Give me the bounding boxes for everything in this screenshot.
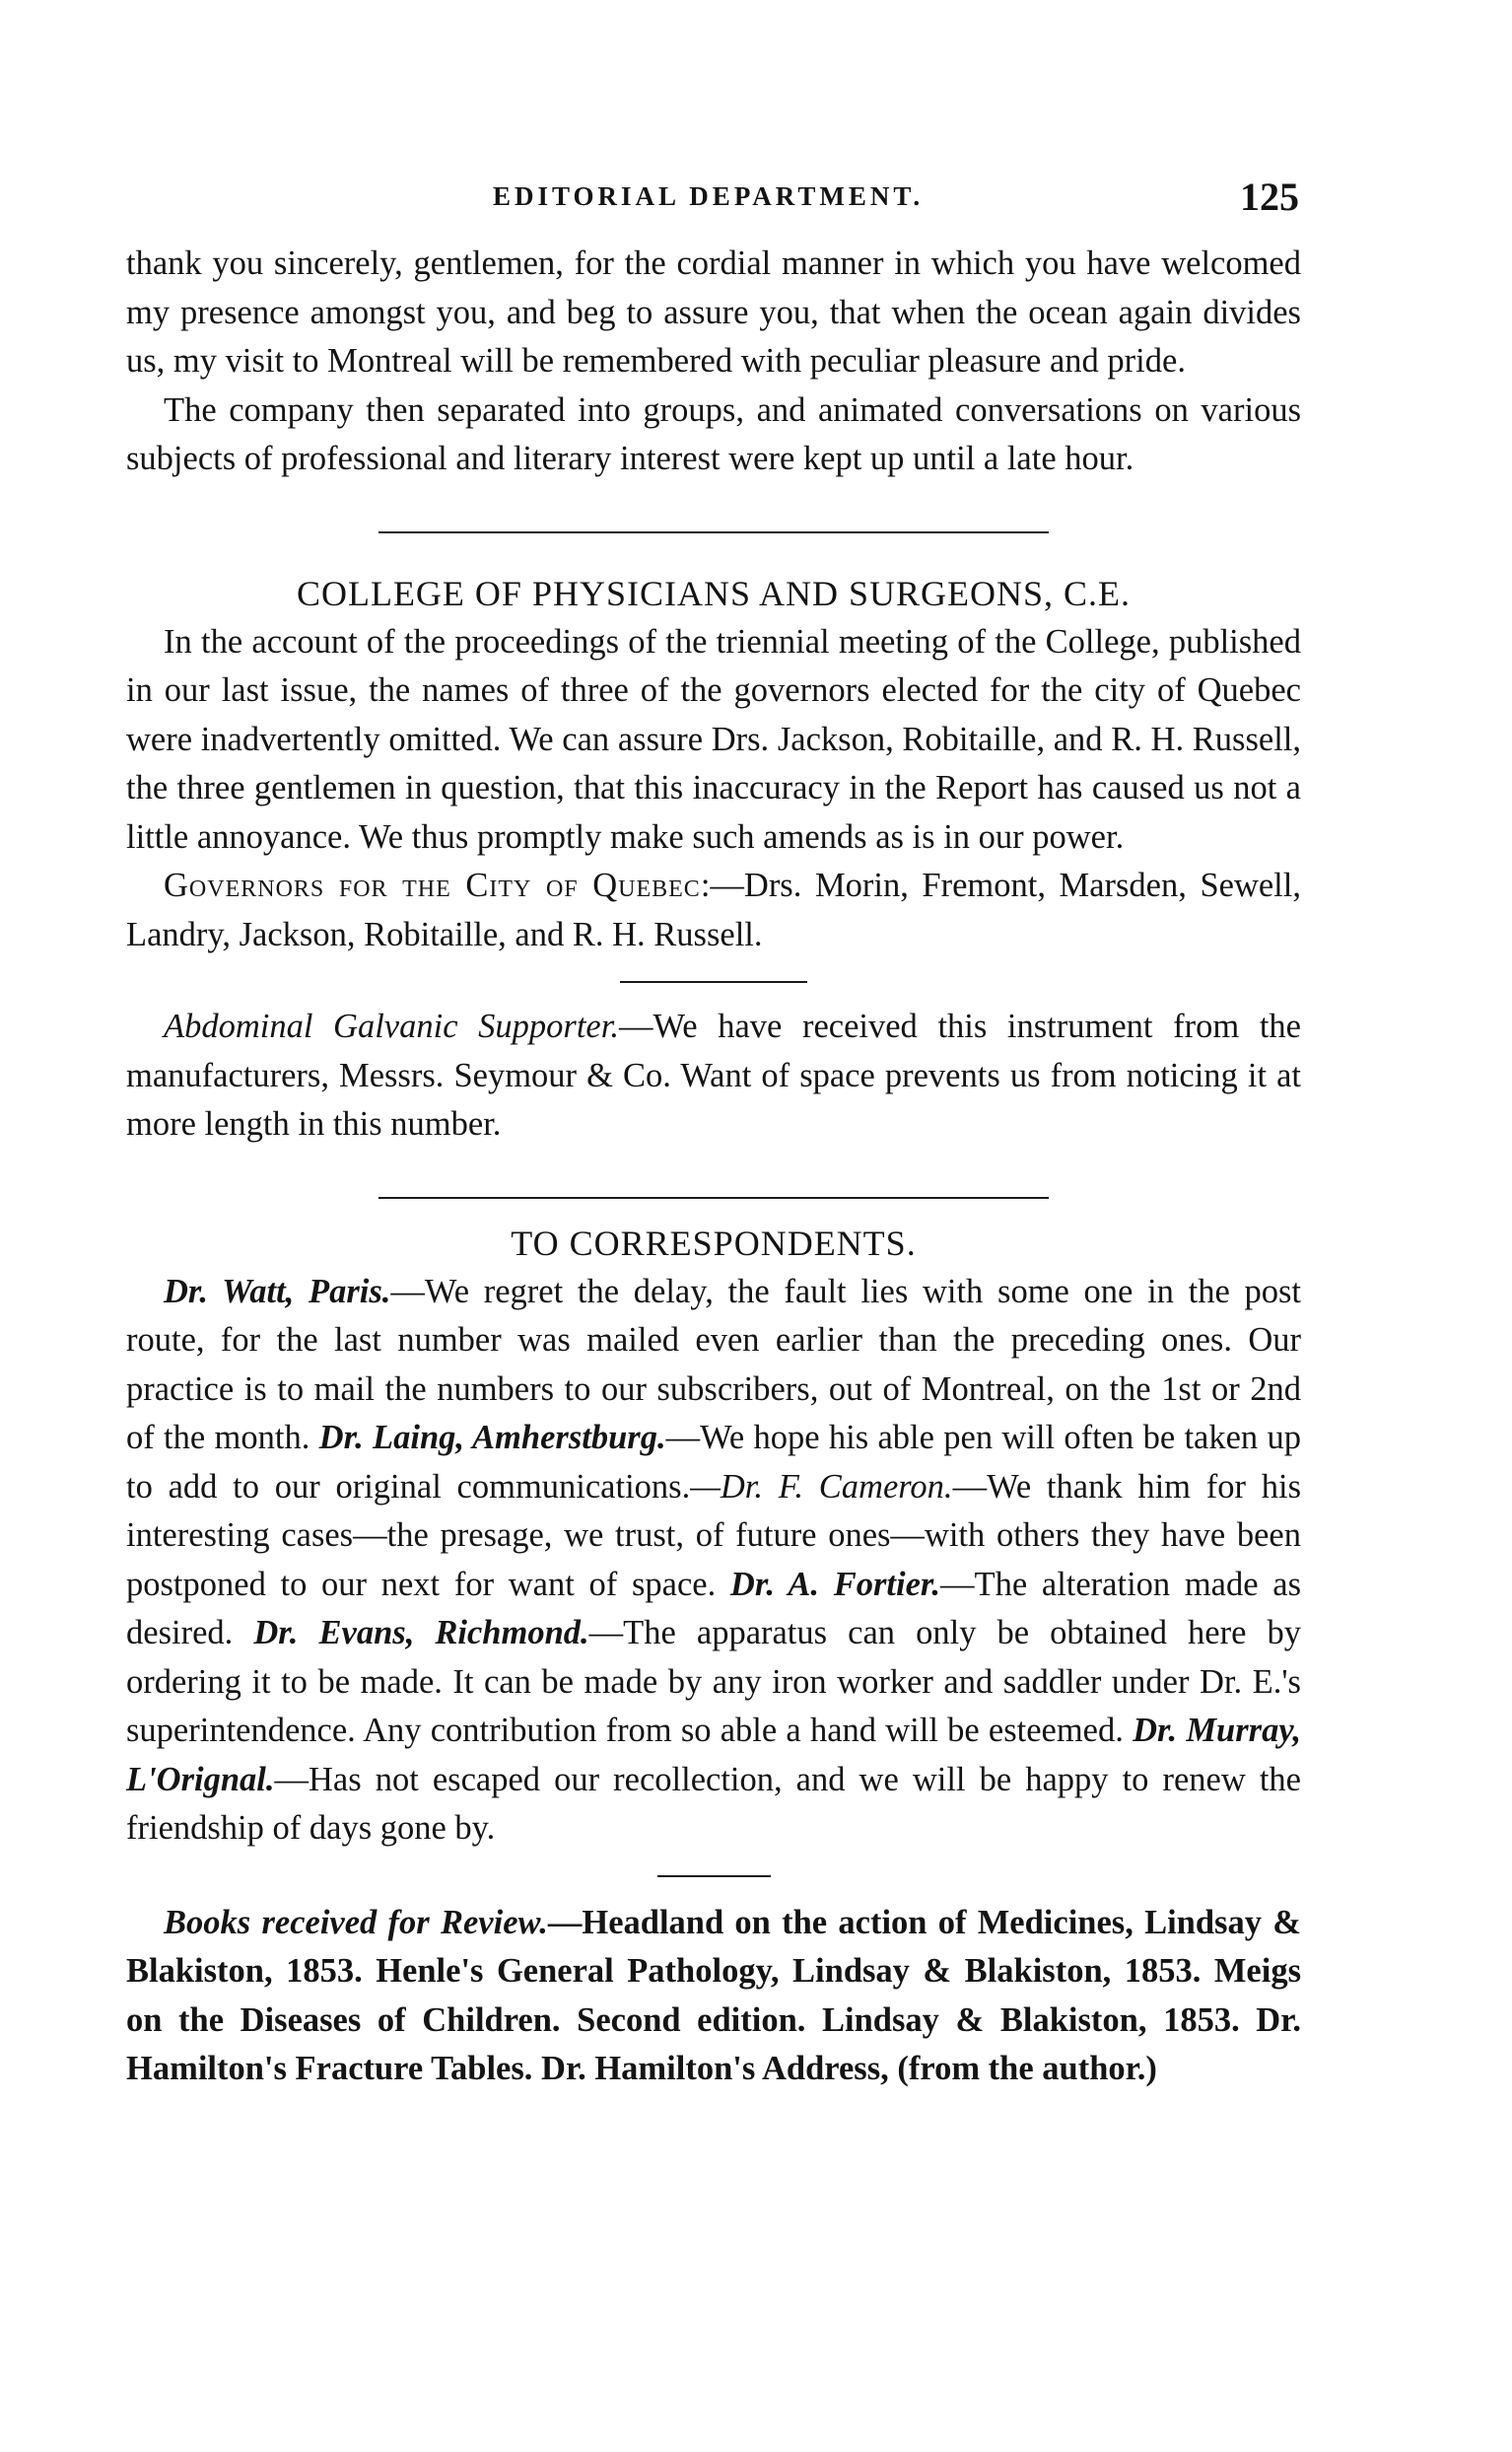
watt-text: —We regret the delay, the fault lies with some one in the post route, for the last number was mailed even earlier than the preceding ones. Our practice is to mail the numbers to our subscribers, out of Montreal, on the 1st or 2nd of the month.	[126, 1272, 1301, 1456]
books-paragraph	[126, 1899, 1301, 2094]
galvanic-paragraph	[126, 1003, 1301, 1150]
short-divider	[620, 981, 807, 983]
college-paragraph: In the account of the proceedings of the triennial meeting of the College, published in our last issue, the names of three of the governors elected for the city of Quebec were inadvertently omitted. We can assure Drs. Jackson, Robitaille, and R. H. Russell, the three gentlemen in question, that this inaccuracy in the Report has caused us not a little annoyance. We thus promptly make such amends as is in our power.	[126, 622, 1301, 856]
running-title: EDITORIAL DEPARTMENT.	[493, 181, 925, 211]
section-divider	[378, 1197, 1049, 1199]
opening-paragraph-2: The company then separated into groups, and animated conversations on various subjects of professional and literary interest were kept up until a late hour.	[126, 390, 1301, 477]
galvanic-title: Abdominal Galvanic Supporter.	[164, 1008, 619, 1045]
cameron-name: —Dr. F. Cameron.	[690, 1467, 953, 1506]
correspondents-heading: TO CORRESPONDENTS.	[511, 1223, 917, 1263]
running-head	[0, 175, 1512, 221]
governors-label: Governors for the City of Quebec	[164, 867, 701, 904]
books-title: Books received for Review.	[164, 1903, 548, 1941]
books-text: —Headland on the action of Medicines, Lindsay & Blakiston, 1853. Henle's General Pathology, Lindsay & Blakiston, 1853. Meigs on the Diseases of Children. Second edition. Lindsay & Blakiston, 1853. Dr. Hamilton's Fracture Tables. Dr. Hamilton's Address, (from the author.)	[126, 1903, 1301, 2087]
governors-paragraph	[126, 862, 1301, 959]
college-heading: COLLEGE OF PHYSICIANS AND SURGEONS, C.E.	[296, 573, 1132, 613]
fortier-name: Dr. A. Fortier.	[729, 1565, 941, 1603]
short-divider	[657, 1875, 771, 1877]
evans-text: —The apparatus can only be obtained here by ordering it to be made. It can be made by any iron worker and saddler under Dr. E.'s superintendence. Any contribution from so able a hand will be esteemed.	[126, 1614, 1302, 1749]
fortier-text: —The alteration made as desired.	[126, 1565, 1301, 1651]
galvanic-text: —We have received this instrument from the manufacturers, Messrs. Seymour & Co. Want of space prevents us from noticing it at more length in this number.	[126, 1008, 1301, 1143]
laing-text: —We hope his able pen will often be taken up to add to our original communications.	[126, 1419, 1302, 1506]
murray-text: —Has not escaped our recollection, and we will be happy to renew the friendship of days gone by.	[126, 1760, 1301, 1847]
laing-name: Dr. Laing, Amherstburg.	[318, 1419, 666, 1456]
correspondents-paragraph	[126, 1268, 1301, 1854]
opening-paragraph-1: thank you sincerely, gentlemen, for the cordial manner in which you have welcomed my presence amongst you, and beg to assure you, that when the ocean again divides us, my visit to Montreal will be remembered with peculiar pleasure and pride.	[126, 245, 1301, 380]
text-column	[126, 240, 1301, 2094]
section-divider	[378, 531, 1049, 533]
page-number: 125	[1240, 175, 1299, 219]
governors-text: :—Drs. Morin, Fremont, Marsden, Sewell, Landry, Jackson, Robitaille, and R. H. Russell.	[126, 867, 1301, 953]
watt-name: Dr. Watt, Paris.	[164, 1272, 391, 1310]
murray-name: Dr. Murray, L'Orignal.	[126, 1712, 1301, 1798]
cameron-text: —We thank him for his interesting cases—the presage, we trust, of future ones—with others they have been postponed to our next for want of space.	[126, 1467, 1301, 1603]
evans-name: Dr. Evans, Richmond.	[253, 1614, 589, 1651]
